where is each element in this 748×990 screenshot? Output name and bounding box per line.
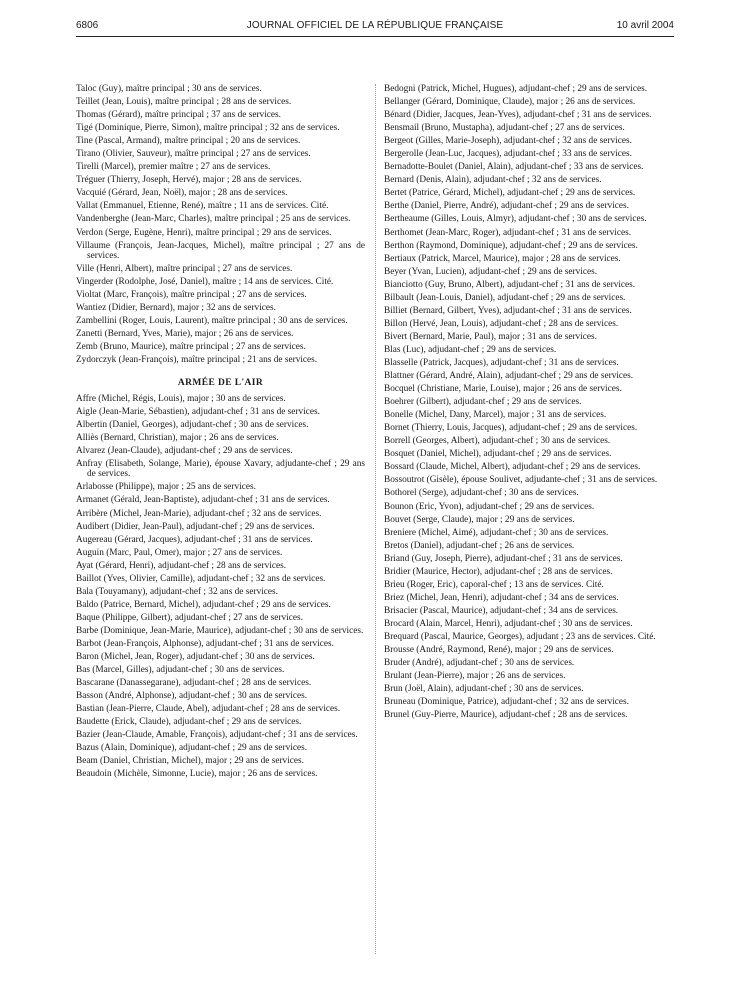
list-entry: Berthomet (Jean-Marc, Roger), adjudant-chef ; 31 ans de services. — [384, 227, 632, 238]
list-entry: Aigle (Jean-Marie, Sébastien), adjudant-chef ; 31 ans de services. — [76, 406, 320, 417]
air-force-list-continued — [384, 84, 673, 721]
list-entry: Breniere (Michel, Aimé), adjudant-chef ; 30 ans de services. — [384, 527, 609, 538]
list-entry: Brieu (Roger, Eric), caporal-chef ; 13 ans de services. Cité. — [384, 579, 604, 590]
list-entry: Barbe (Dominique, Jean-Marie, Maurice), adjudant-chef ; 30 ans de services. — [76, 625, 364, 636]
list-entry: Bala (Touyamany), adjudant-chef ; 32 ans de services. — [76, 586, 278, 597]
list-entry: Alliès (Bernard, Christian), major ; 26 ans de services. — [76, 432, 279, 443]
list-entry: Tirelli (Marcel), premier maître ; 27 ans de services. — [76, 162, 271, 173]
list-entry: Bazier (Jean-Claude, Amable, François), adjudant-chef ; 31 ans de services. — [76, 730, 358, 741]
list-entry: Augereau (Gérard, Jacques), adjudant-chef ; 31 ans de services. — [76, 534, 313, 545]
list-entry: Bothorel (Serge), adjudant-chef ; 30 ans de services. — [384, 488, 579, 499]
list-entry: Vandenberghe (Jean-Marc, Charles), maître principal ; 25 ans de services. — [76, 214, 351, 225]
list-entry: Bertet (Patrice, Gérard, Michel), adjudant-chef ; 29 ans de services. — [384, 188, 636, 199]
list-entry: Beam (Daniel, Christian, Michel), major ; 29 ans de services. — [76, 756, 304, 767]
list-entry: Audibert (Didier, Jean-Paul), adjudant-chef ; 29 ans de services. — [76, 521, 315, 532]
air-force-list — [76, 394, 365, 780]
list-entry: Bellanger (Gérard, Dominique, Claude), major ; 26 ans de services. — [384, 97, 636, 108]
section-title: ARMÉE DE L'AIR — [177, 377, 264, 388]
list-entry: Briez (Michel, Jean, Henri), adjudant-chef ; 34 ans de services. — [384, 592, 619, 603]
list-entry: Vacquié (Gérard, Jean, Noël), major ; 28 ans de services. — [76, 188, 288, 199]
list-entry: Zydorczyk (Jean-François), maître principal ; 21 ans de services. — [76, 355, 318, 366]
list-entry: Bazus (Alain, Dominique), adjudant-chef ; 29 ans de services. — [76, 743, 308, 754]
list-entry: Zemb (Bruno, Maurice), maître principal ; 27 ans de services. — [76, 342, 306, 353]
list-entry: Bosquet (Daniel, Michel), adjudant-chef ; 29 ans de services. — [384, 449, 612, 460]
list-entry: Billon (Hervé, Jean, Louis), adjudant-chef ; 28 ans de services. — [384, 318, 619, 329]
list-entry: Auguin (Marc, Paul, Omer), major ; 27 ans de services. — [76, 547, 283, 558]
list-entry: Brun (Joël, Alain), adjudant-chef ; 30 ans de services. — [384, 684, 584, 695]
list-entry: Bergerolle (Jean-Luc, Jacques), adjudant-chef ; 33 ans de services. — [384, 149, 632, 160]
list-entry: Bedogni (Patrick, Michel, Hugues), adjudant-chef ; 29 ans de services. — [384, 84, 648, 94]
list-entry: Bernadotte-Boulet (Daniel, Alain), adjudant-chef ; 33 ans de services. — [384, 162, 644, 173]
list-entry: Affre (Michel, Régis, Louis), major ; 30 ans de services. — [76, 393, 286, 404]
list-entry: Ayat (Gérard, Henri), adjudant-chef ; 28 ans de services. — [76, 560, 287, 571]
list-entry: Brequard (Pascal, Maurice, Georges), adjudant ; 23 ans de services. Cité. — [384, 631, 656, 642]
page-header — [76, 16, 674, 34]
list-entry: Anfray (Elisabeth, Solange, Marie), épouse Xavary, adjudante-chef ; 29 ans de services. — [76, 459, 365, 480]
list-entry: Albertin (Daniel, Georges), adjudant-chef ; 30 ans de services. — [76, 419, 309, 430]
list-entry: Bouvet (Serge, Claude), major ; 29 ans de services. — [384, 514, 575, 525]
list-entry: Bridier (Maurice, Hector), adjudant-chef ; 28 ans de services. — [384, 566, 613, 577]
list-entry: Tine (Pascal, Armand), maître principal ; 20 ans de services. — [76, 136, 301, 147]
list-entry: Blasselle (Patrick, Jacques), adjudant-chef ; 31 ans de services. — [384, 357, 619, 368]
list-entry: Tréguer (Thierry, Joseph, Hervé), major ; 28 ans de services. — [76, 175, 302, 186]
list-entry: Brunel (Guy-Pierre, Maurice), adjudant-chef ; 28 ans de services. — [384, 710, 628, 721]
list-entry: Vingerder (Rodolphe, José, Daniel), maître ; 14 ans de services. Cité. — [76, 276, 334, 287]
list-entry: Tigé (Dominique, Pierre, Simon), maître principal ; 32 ans de services. — [76, 123, 340, 134]
list-entry: Bossoutrot (Gisèle), épouse Soulivet, adjudante-chef ; 31 ans de services. — [384, 475, 658, 486]
list-entry: Bocquel (Christiane, Marie, Louise), major ; 26 ans de services. — [384, 384, 622, 395]
list-entry: Bilbault (Jean-Louis, Daniel), adjudant-chef ; 29 ans de services. — [384, 292, 626, 303]
list-entry: Taloc (Guy), maître principal ; 30 ans de services. — [76, 84, 262, 94]
list-entry: Bivert (Bernard, Marie, Paul), major ; 31 ans de services. — [384, 331, 597, 342]
list-entry: Armanet (Gérald, Jean-Baptiste), adjudant-chef ; 31 ans de services. — [76, 495, 330, 506]
list-entry: Baillot (Yves, Olivier, Camille), adjudant-chef ; 32 ans de services. — [76, 573, 326, 584]
list-entry: Thomas (Gérard), maître principal ; 37 ans de services. — [76, 110, 281, 121]
list-entry: Villaume (François, Jean-Jacques, Michel), maître principal ; 27 ans de services. — [76, 240, 365, 261]
list-entry: Ville (Henri, Albert), maître principal ; 27 ans de services. — [76, 263, 293, 274]
list-entry: Bernard (Denis, Alain), adjudant-chef ; 32 ans de services. — [384, 175, 602, 186]
list-entry: Verdon (Serge, Eugène, Henri), maître principal ; 29 ans de services. — [76, 227, 332, 238]
left-column — [76, 84, 365, 782]
list-entry: Brousse (André, Raymond, René), major ; 29 ans de services. — [384, 645, 614, 656]
list-entry: Arribère (Michel, Jean-Marie), adjudant-chef ; 32 ans de services. — [76, 508, 322, 519]
list-entry: Baldo (Patrice, Bernard, Michel), adjudant-chef ; 29 ans de services. — [76, 599, 331, 610]
list-entry: Bornet (Thierry, Louis, Jacques), adjudant-chef ; 29 ans de services. — [384, 423, 638, 434]
issue-date: 10 avril 2004 — [616, 20, 674, 31]
list-entry: Briand (Guy, Joseph, Pierre), adjudant-chef ; 31 ans de services. — [384, 553, 623, 564]
list-entry: Blas (Luc), adjudant-chef ; 29 ans de services. — [384, 344, 557, 355]
list-entry: Bossard (Claude, Michel, Albert), adjudant-chef ; 29 ans de services. — [384, 462, 641, 473]
list-entry: Berthon (Raymond, Dominique), adjudant-chef ; 29 ans de services. — [384, 240, 638, 251]
list-entry: Violtat (Marc, François), maître principal ; 27 ans de services. — [76, 290, 307, 300]
list-entry: Zambellini (Roger, Louis, Laurent), maître principal ; 30 ans de services. — [76, 316, 348, 327]
list-entry: Wantiez (Didier, Bernard), major ; 32 ans de services. — [76, 303, 276, 314]
list-entry: Teillet (Jean, Louis), maître principal ; 28 ans de services. — [76, 97, 292, 108]
list-entry: Bertiaux (Patrick, Marcel, Maurice), major ; 28 ans de services. — [384, 253, 621, 264]
list-entry: Bretos (Daniel), adjudant-chef ; 26 ans de services. — [384, 540, 575, 551]
list-entry: Bascarane (Danassegarane), adjudant-chef ; 28 ans de services. — [76, 678, 312, 689]
list-entry: Bergeot (Gilles, Marie-Joseph), adjudant-chef ; 32 ans de services. — [384, 136, 632, 147]
list-entry: Boehrer (Gilbert), adjudant-chef ; 29 ans de services. — [384, 397, 582, 408]
list-entry: Bénard (Didier, Jacques, Jean-Yves), adjudant-chef ; 31 ans de services. — [384, 110, 652, 121]
list-entry: Bertheaume (Gilles, Louis, Almyr), adjudant-chef ; 30 ans de services. — [384, 214, 647, 225]
list-entry: Baque (Philippe, Gilbert), adjudant-chef ; 27 ans de services. — [76, 612, 303, 623]
list-entry: Barbot (Jean-François, Alphonse), adjudant-chef ; 31 ans de services. — [76, 638, 334, 649]
list-entry: Baudette (Erick, Claude), adjudant-chef ; 29 ans de services. — [76, 717, 302, 728]
list-entry: Billiet (Bernard, Gilbert, Yves), adjudant-chef ; 31 ans de services. — [384, 305, 632, 316]
list-entry: Bonelle (Michel, Dany, Marcel), major ; 31 ans de services. — [384, 410, 607, 421]
page-number: 6806 — [76, 20, 99, 31]
list-entry: Bounon (Eric, Yvon), adjudant-chef ; 29 ans de services. — [384, 501, 595, 512]
list-entry: Alvarez (Jean-Claude), adjudant-chef ; 29 ans de services. — [76, 446, 293, 457]
list-entry: Baron (Michel, Jean, Roger), adjudant-chef ; 30 ans de services. — [76, 652, 315, 663]
list-entry: Berthe (Daniel, Pierre, André), adjudant-chef ; 29 ans de services. — [384, 201, 629, 212]
navy-list — [76, 84, 365, 366]
column-divider — [375, 84, 376, 954]
list-entry: Beyer (Yvan, Lucien), adjudant-chef ; 29 ans de services. — [384, 266, 598, 277]
list-entry: Bensmail (Bruno, Mustapha), adjudant-chef ; 27 ans de services. — [384, 123, 625, 134]
list-entry: Borrell (Georges, Albert), adjudant-chef ; 30 ans de services. — [384, 436, 611, 447]
list-entry: Brulant (Jean-Pierre), major ; 26 ans de services. — [384, 671, 566, 682]
list-entry: Brocard (Alain, Marcel, Henri), adjudant-chef ; 30 ans de services. — [384, 618, 633, 629]
right-column — [384, 84, 673, 723]
list-entry: Bas (Marcel, Gilles), adjudant-chef ; 30 ans de services. — [76, 665, 285, 676]
list-entry: Tirano (Olivier, Sauveur), maître principal ; 27 ans de services. — [76, 149, 311, 160]
list-entry: Zanetti (Bernard, Yves, Marie), major ; 26 ans de services. — [76, 329, 294, 340]
list-entry: Beaudoin (Michèle, Simonne, Lucie), major ; 26 ans de services. — [76, 769, 318, 780]
journal-title: JOURNAL OFFICIEL DE LA RÉPUBLIQUE FRANÇAISE — [246, 20, 504, 31]
list-entry: Basson (André, Alphonse), adjudant-chef ; 30 ans de services. — [76, 691, 308, 702]
list-entry: Bruneau (Dominique, Patrice), adjudant-chef ; 32 ans de services. — [384, 697, 629, 708]
list-entry: Bruder (André), adjudant-chef ; 30 ans de services. — [384, 658, 575, 669]
list-entry: Brisacier (Pascal, Maurice), adjudant-chef ; 34 ans de services. — [384, 605, 619, 616]
list-entry: Arlabosse (Philippe), major ; 25 ans de services. — [76, 482, 256, 493]
header-rule — [76, 36, 674, 37]
list-entry: Bianciotto (Guy, Bruno, Albert), adjudant-chef ; 31 ans de services. — [384, 279, 636, 290]
list-entry: Vallat (Emmanuel, Etienne, René), maître ; 11 ans de services. Cité. — [76, 201, 329, 212]
list-entry: Blattner (Gérard, André, Alain), adjudant-chef ; 29 ans de services. — [384, 371, 634, 382]
list-entry: Bastian (Jean-Pierre, Claude, Abel), adjudant-chef ; 28 ans de services. — [76, 704, 341, 715]
